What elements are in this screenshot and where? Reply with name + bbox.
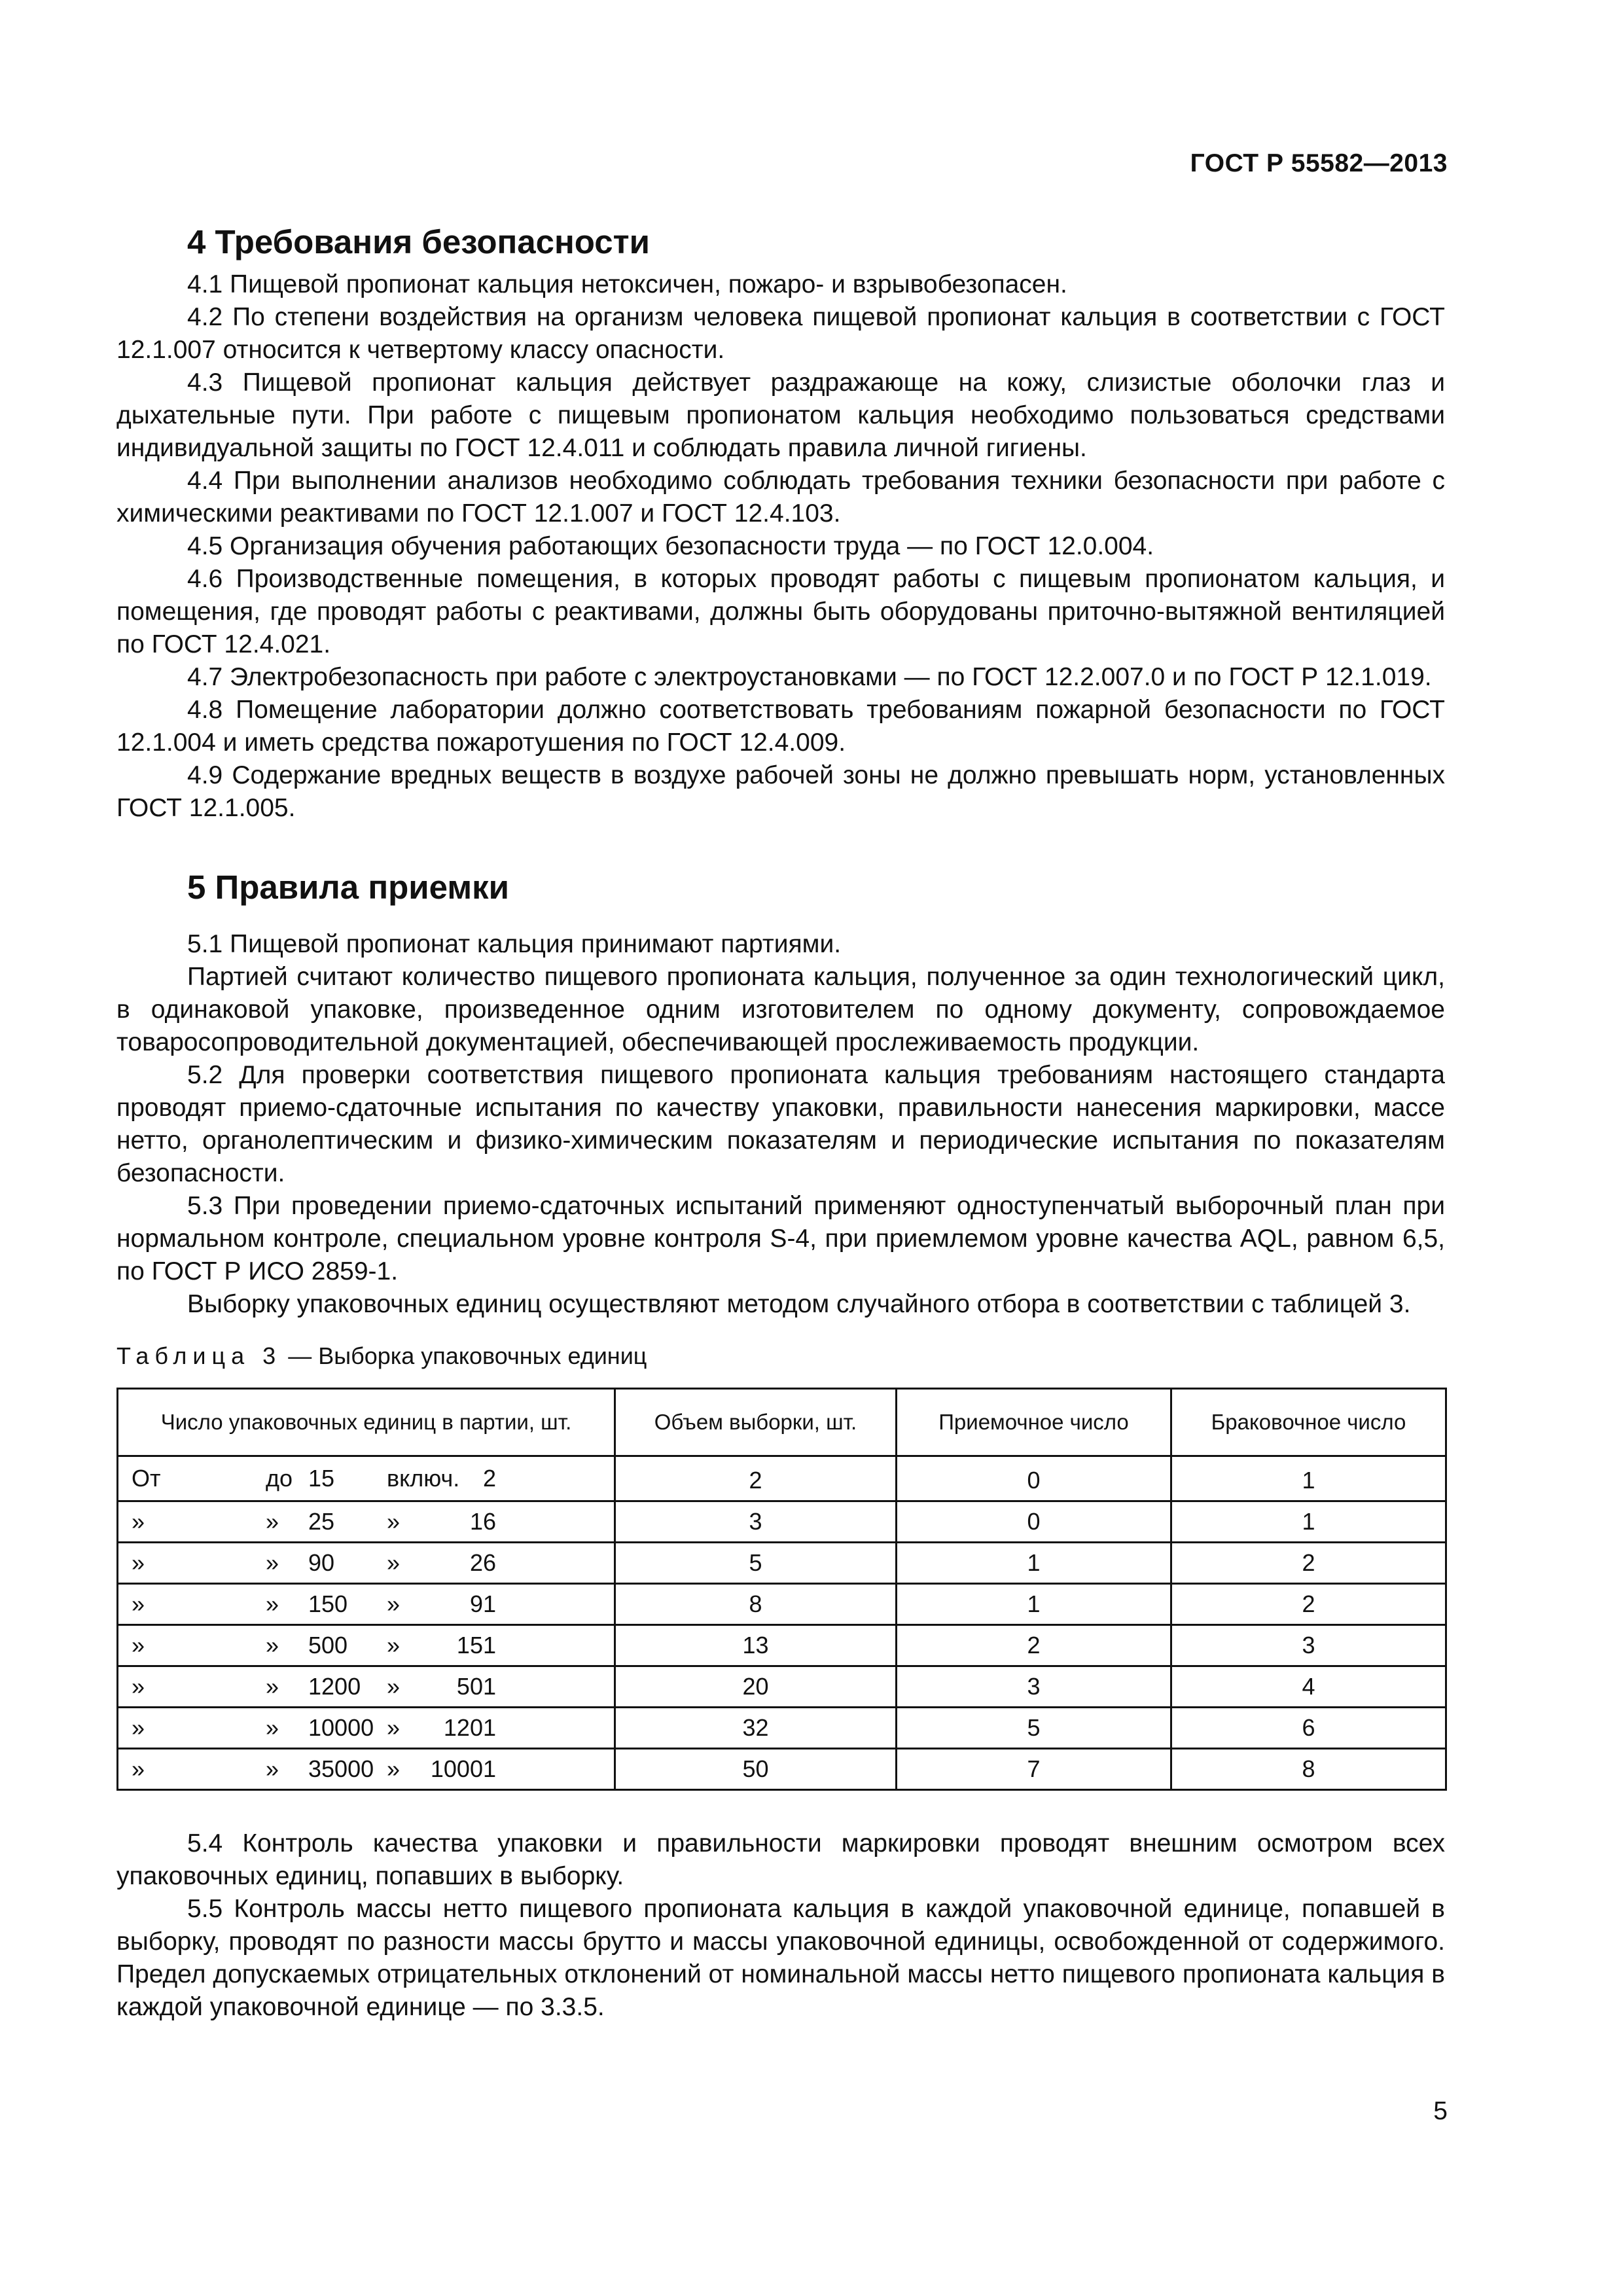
lot-size-prefix: »: [132, 1549, 145, 1576]
column-header-sample-size: Объем выборки, шт.: [615, 1389, 897, 1456]
lot-size-prefix: От: [132, 1465, 161, 1492]
acceptance-number-cell: 0: [897, 1501, 1171, 1543]
sample-size-cell: 3: [615, 1501, 897, 1543]
paragraph: 4.7 Электробезопасность при работе с электроустановками — по ГОСТ 12.2.007.0 и по ГОСТ Р 12.1.019.: [187, 663, 1432, 691]
lot-size-mid: »: [266, 1632, 279, 1659]
lot-size-to: 10000: [308, 1714, 374, 1741]
lot-size-mid: »: [266, 1673, 279, 1700]
lot-size-range-cell: [118, 1666, 615, 1708]
table-row: [118, 1666, 1446, 1708]
lot-size-suffix: »: [387, 1508, 401, 1535]
paragraph: 5.3 При проведении приемо-сдаточных испытаний применяют одноступенчатый выборочный план при нормальном контроле, специальном уровне контроля S-4, при приемлемом уровне качества AQL, равном 6,5, по ГОСТ Р ИСО 2859-1.: [116, 1192, 1445, 1285]
paragraph: 4.4 При выполнении анализов необходимо соблюдать требования техники безопасности при работе с химическими реактивами по ГОСТ 12.1.007 и ГОСТ 12.4.103.: [116, 467, 1445, 528]
lot-size-to: 25: [308, 1508, 335, 1535]
document-body: [116, 216, 1445, 2024]
lot-size-from: 16: [469, 1508, 496, 1535]
lot-size-range-cell: [118, 1501, 615, 1543]
lot-size-prefix: »: [132, 1673, 145, 1700]
lot-size-to: 1200: [308, 1673, 361, 1700]
lot-size-to: 150: [308, 1590, 348, 1617]
table-row: [118, 1625, 1446, 1666]
acceptance-number-cell: 7: [897, 1749, 1171, 1790]
lot-size-mid: »: [266, 1714, 279, 1741]
lot-size-prefix: »: [132, 1590, 145, 1617]
lot-size-mid: »: [266, 1755, 279, 1782]
lot-size-from: 26: [469, 1549, 496, 1576]
lot-size-prefix: »: [132, 1632, 145, 1659]
table-caption-text: — Выборка упаковочных единиц: [281, 1342, 647, 1369]
lot-size-suffix: »: [387, 1714, 401, 1741]
table-row: [118, 1501, 1446, 1543]
lot-size-suffix: »: [387, 1673, 401, 1700]
table-row: [118, 1584, 1446, 1625]
sample-size-cell: 13: [615, 1625, 897, 1666]
rejection-number-cell: 8: [1171, 1749, 1446, 1790]
sample-size-cell: 5: [615, 1543, 897, 1584]
lot-size-range-cell: [118, 1456, 615, 1501]
standard-code: ГОСТ Р 55582—2013: [1190, 149, 1448, 177]
lot-size-range-cell: [118, 1625, 615, 1666]
paragraph: 5.5 Контроль массы нетто пищевого пропионата кальция в каждой упаковочной единице, попавшей в выборку, проводят по разности массы брутто и массы упаковочной единицы, освобожденной от содержимого. Предел допускаемых отрицательных отклонений от номинальной массы нетто пищевого пропионата кальция в каждой упаковочной единице — по 3.3.5.: [116, 1895, 1445, 2021]
rejection-number-cell: 3: [1171, 1625, 1446, 1666]
lot-size-from: 151: [456, 1632, 496, 1659]
paragraph: 4.8 Помещение лаборатории должно соответствовать требованиям пожарной безопасности по ГОСТ 12.1.004 и иметь средства пожаротушения по ГОСТ 12.4.009.: [116, 696, 1445, 757]
section-4-body: [116, 268, 1445, 825]
rejection-number-cell: 1: [1171, 1501, 1446, 1543]
lot-size-from: 91: [469, 1590, 496, 1617]
section-4-title: 4 Требования безопасности: [187, 223, 650, 260]
lot-size-suffix: »: [387, 1755, 401, 1782]
lot-size-to: 35000: [308, 1755, 374, 1782]
lot-size-prefix: »: [132, 1508, 145, 1535]
lot-size-to: 90: [308, 1549, 335, 1576]
lot-size-range-cell: [118, 1749, 615, 1790]
sample-size-cell: 32: [615, 1708, 897, 1749]
lot-size-from: 501: [456, 1673, 496, 1700]
rejection-number-cell: 1: [1171, 1456, 1446, 1501]
paragraph: 4.1 Пищевой пропионат кальция нетоксичен, пожаро- и взрывобезопасен.: [187, 270, 1067, 298]
sample-size-cell: 50: [615, 1749, 897, 1790]
lot-size-mid: »: [266, 1590, 279, 1617]
paragraph: 5.1 Пищевой пропионат кальция принимают партиями.: [187, 930, 842, 958]
column-header-acceptance-number: Приемочное число: [897, 1389, 1171, 1456]
paragraph: 5.2 Для проверки соответствия пищевого пропионата кальция требованиям настоящего стандарта проводят приемо-сдаточные испытания по качеству упаковки, правильности нанесения маркировки, массе нетто, органолептическим и физико-химическим показателям и периодические испытания по показателям безопасности.: [116, 1061, 1445, 1187]
rejection-number-cell: 2: [1171, 1584, 1446, 1625]
table-caption-label: Таблица 3: [116, 1342, 282, 1369]
paragraph: 4.2 По степени воздействия на организм человека пищевой пропионат кальция в соответствии с ГОСТ 12.1.007 относится к четвертому классу опасности.: [116, 303, 1445, 364]
rejection-number-cell: 4: [1171, 1666, 1446, 1708]
paragraph: 4.9 Содержание вредных веществ в воздухе рабочей зоны не должно превышать норм, установленных ГОСТ 12.1.005.: [116, 761, 1445, 822]
paragraph: 4.6 Производственные помещения, в которых проводят работы с пищевым пропионатом кальция, и помещения, где проводят работы с реактивами, должны быть оборудованы приточно-вытяжной вентиляцией по ГОСТ 12.4.021.: [116, 565, 1445, 658]
sample-size-cell: 2: [615, 1456, 897, 1501]
table-row: [118, 1456, 1446, 1501]
table-row: [118, 1749, 1446, 1790]
table-body: [118, 1456, 1446, 1790]
lot-size-mid: до: [266, 1465, 293, 1492]
paragraph: Выборку упаковочных единиц осуществляют методом случайного отбора в соответствии с таблицей 3.: [187, 1290, 1411, 1318]
acceptance-number-cell: 0: [897, 1456, 1171, 1501]
acceptance-number-cell: 2: [897, 1625, 1171, 1666]
rejection-number-cell: 2: [1171, 1543, 1446, 1584]
lot-size-range-cell: [118, 1543, 615, 1584]
table-header-row: [118, 1389, 1446, 1456]
lot-size-from: 1201: [443, 1714, 496, 1741]
lot-size-mid: »: [266, 1549, 279, 1576]
lot-size-range-cell: [118, 1584, 615, 1625]
sample-size-cell: 20: [615, 1666, 897, 1708]
rejection-number-cell: 6: [1171, 1708, 1446, 1749]
lot-size-from: 10001: [430, 1755, 496, 1782]
section-5-body: [116, 928, 1445, 1321]
column-header-rejection-number: Браковочное число: [1171, 1389, 1446, 1456]
lot-size-suffix: включ.: [387, 1465, 460, 1492]
paragraph: 5.4 Контроль качества упаковки и правильности маркировки проводят внешним осмотром всех упаковочных единиц, попавших в выборку.: [116, 1829, 1445, 1890]
lot-size-suffix: »: [387, 1549, 401, 1576]
acceptance-number-cell: 1: [897, 1543, 1171, 1584]
lot-size-mid: »: [266, 1508, 279, 1535]
sampling-table: [116, 1388, 1447, 1791]
lot-size-to: 500: [308, 1632, 348, 1659]
table-caption: [116, 1340, 1445, 1372]
paragraph: Партией считают количество пищевого пропионата кальция, полученное за один технологический цикл, в одинаковой упаковке, произведенное одним изготовителем по одному документу, сопровождаемое товаросопроводительной документацией, обеспечивающей прослеживаемость продукции.: [116, 963, 1445, 1056]
acceptance-number-cell: 3: [897, 1666, 1171, 1708]
lot-size-prefix: »: [132, 1755, 145, 1782]
paragraph: 4.5 Организация обучения работающих безопасности труда — по ГОСТ 12.0.004.: [187, 532, 1154, 560]
table-row: [118, 1708, 1446, 1749]
table-row: [118, 1543, 1446, 1584]
column-header-lot-size: Число упаковочных единиц в партии, шт.: [118, 1389, 615, 1456]
acceptance-number-cell: 5: [897, 1708, 1171, 1749]
lot-size-from: 2: [482, 1465, 496, 1492]
section-5-body-continued: [116, 1827, 1445, 2024]
acceptance-number-cell: 1: [897, 1584, 1171, 1625]
lot-size-suffix: »: [387, 1632, 401, 1659]
page-number: 5: [1433, 2097, 1448, 2125]
lot-size-to: 15: [308, 1465, 335, 1492]
paragraph: 4.3 Пищевой пропионат кальция действует раздражающе на кожу, слизистые оболочки глаз и дыхательные пути. При работе с пищевым пропионатом кальция необходимо пользоваться средствами индивидуальной защиты по ГОСТ 12.4.011 и соблюдать правила личной гигиены.: [116, 368, 1445, 462]
sample-size-cell: 8: [615, 1584, 897, 1625]
section-5-title: 5 Правила приемки: [187, 869, 509, 906]
lot-size-prefix: »: [132, 1714, 145, 1741]
lot-size-suffix: »: [387, 1590, 401, 1617]
lot-size-range-cell: [118, 1708, 615, 1749]
